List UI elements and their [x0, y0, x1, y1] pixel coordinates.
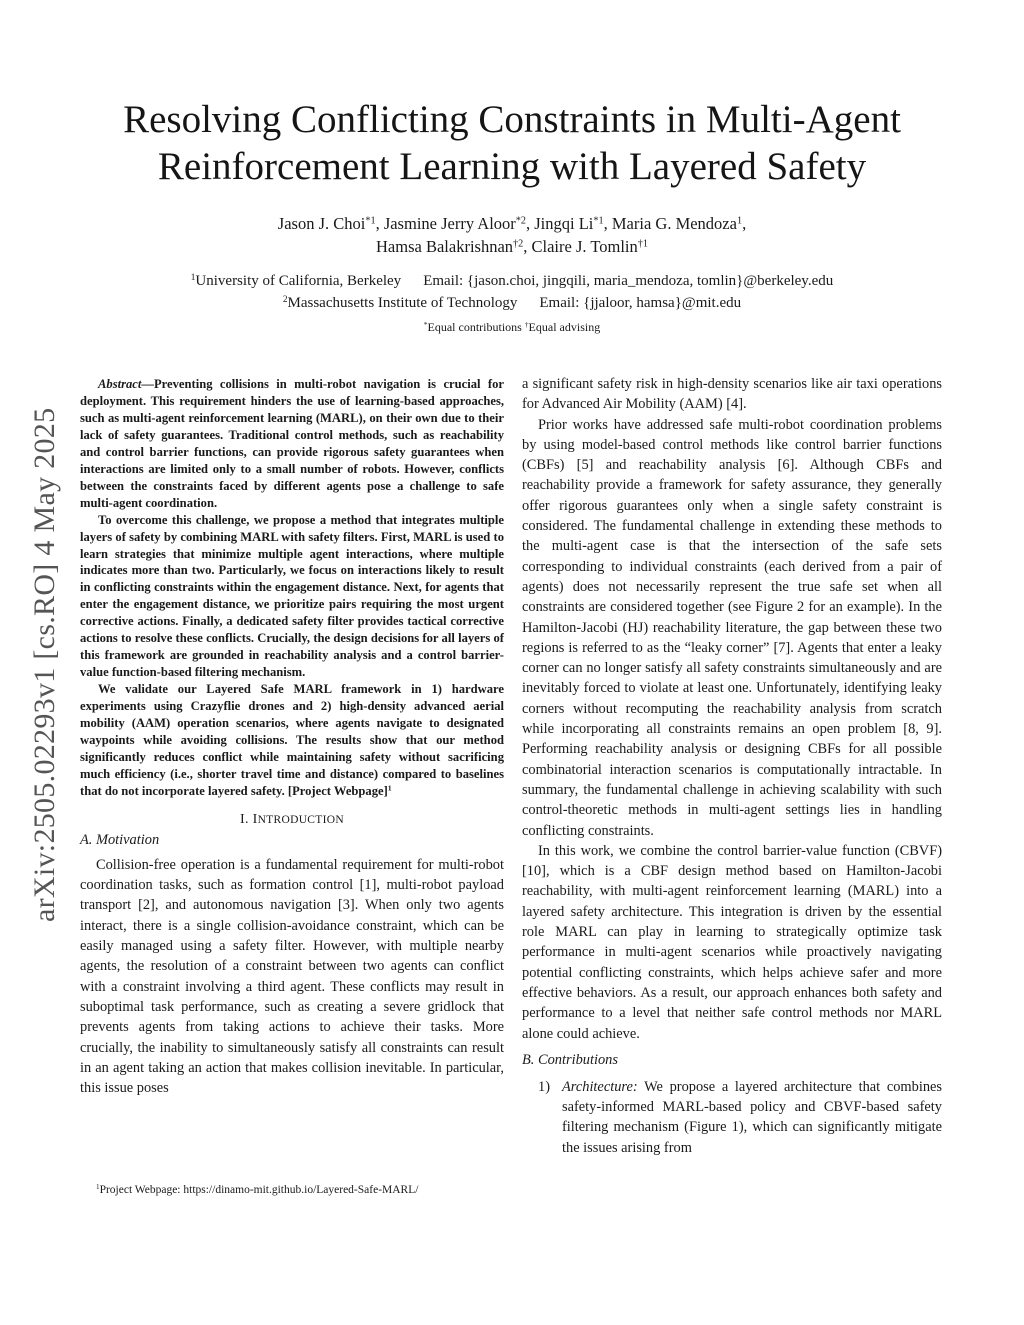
- abstract-label: Abstract: [98, 377, 142, 391]
- subsection-heading-contributions: B. Contributions: [522, 1051, 618, 1068]
- body-paragraph: Prior works have addressed safe multi-robot coordination problems by using model-based control methods like control barrier functions (CBFs) [5] and reachability analysis [6]. Although CBFs and reachability provide a framework for safety assurance, they generally offer rigorous guarantees only when a single safety constraint is considered. The fundamental challenge in extending these methods to the multi-agent case is that the intersection of the safe sets corresponding to individual constraints (each derived from a pair of agents) does not necessarily represent the true safe set when all constraints are considered together (see Figure 2 for an example). In the Hamilton-Jacobi (HJ) reachability literature, the gap between these two regions is referred to as the “leaky corner” [7]. Agents that enter a leaky corner can no longer satisfy all safety constraints simultaneously and are inevitably forced to violate at least one. Unfortunately, identifying leaky corners without recomputing the reachability analysis from scratch while incorporating all constraints remains an open problem [8, 9]. Performing reachability analysis or designing CBFs for all possible combinatorial interaction scenarios is computationally intractable. In summary, the fundamental challenge in achieving scalability with such control-theoretic methods in multi-agent settings lies in handling conflicting constraints.: [522, 416, 942, 839]
- subsection-heading-motivation: A. Motivation: [80, 831, 160, 848]
- contribution-item: 1) Architecture: We propose a layered architecture that combines safety-informed MARL-based policy and CBVF-based safety filtering mechanism (Figure 1), which can significantly mitigate the issues arising from: [538, 1078, 942, 1156]
- body-paragraph: Collision-free operation is a fundamental requirement for multi-robot coordination tasks, such as formation control [1], multi-robot payload transport [2], and autonomous navigation [3]. When only two agents interact, there is a single collision-avoidance constraint, which can be easily managed using a safety filter. However, with multiple nearby agents, the resolution of a constraint between two agents can conflict with a constraint involving a third agent. These conflicts may result in suboptimal task performance, such as creating a severe gridlock that prevents agents from taking actions to achieve their tasks. More crucially, the inability to simultaneously satisfy all constraints can result in an agent taking an action that makes collision inevitable. In particular, this issue poses: [80, 856, 504, 1097]
- paper-title: [100, 96, 924, 190]
- body-paragraph: In this work, we combine the control barrier-value function (CBVF) [10], which is a CBF design method based on Hamilton-Jacobi reachability, with multi-agent reinforcement learning (MARL) into a layered safety architecture. This integration is driven by the essential role MARL can play in learning to strategically optimize task performance in multi-agent scenarios while proactively navigating potential conflicting constraints, which helps achieve safer and more effective behaviors. As a result, our approach enhances both safety and performance to a level that neither safe control methods nor MARL alone could achieve.: [522, 842, 942, 1042]
- author-marks: †2: [513, 238, 524, 250]
- author-name: Jason J. Choi: [277, 214, 366, 233]
- affiliation-name: University of California, Berkeley: [195, 273, 402, 289]
- author-marks: *2: [515, 215, 527, 227]
- affiliation-line: $^2$Massachusetts Institute of Technology Email: {jjaloor, hamsa}@mit.edu: [282, 294, 742, 311]
- author-name: Maria G. Mendoza: [611, 214, 737, 233]
- abstract-paragraph: To overcome this challenge, we propose a method that integrates multiple layers of safety by combining MARL with safety filters. First, MARL is used to learn strategies that minimize multiple agent interactions, where multiple indicates more than two. Particularly, we focus on interactions likely to result in conflicting constraints within the engagement distance. Next, for agents that enter the engagement distance, we prioritize pairs requiring the most urgent corrective actions. Finally, a dedicated safety filter provides tactical corrective actions to resolve these conflicts. Crucially, the design decisions for all layers of this framework are grounded in reachability analysis and a control barrier-value function-based filtering mechanism.: [80, 512, 504, 680]
- author-name: Jasmine Jerry Aloor: [383, 214, 516, 233]
- author-marks: *1: [593, 215, 604, 227]
- author-list: [150, 212, 874, 258]
- author-name: Hamsa Balakrishnan: [376, 237, 514, 256]
- affiliation-line: $^1$University of California, Berkeley Email: {jason.choi, jingqili, maria_mendoza, tomlin}@berkeley.edu: [190, 272, 834, 289]
- abstract-paragraph: Abstract—Preventing collisions in multi-robot navigation is crucial for deployment. This requirement hinders the use of learning-based approaches, such as multi-agent reinforcement learning (MARL), on their own due to their lack of safety guarantees. Traditional control methods, such as reachability and control barrier functions, can provide rigorous safety guarantees when interactions are limited only to a small number of robots. However, conflicts between the constraints faced by different agents pose a challenge to safe multi-agent coordination.: [80, 377, 504, 510]
- author-name: Claire J. Tomlin: [531, 237, 638, 256]
- footnote: $^1$Project Webpage: https://dinamo-mit.github.io/Layered-Safe-MARL/: [96, 1183, 419, 1196]
- abstract-paragraph: We validate our Layered Safe MARL framework in 1) hardware experiments using Crazyflie drones and 2) high-density advanced aerial mobility (AAM) operation scenarios, where agents navigate to designated waypoints while avoiding collisions. The results show that our method significantly reduces conflict while maintaining safety without sacrificing much efficiency (i.e., shorter travel time and distance) compared to baselines that do not incorporate layered safety. [Project Webpage]$^1$: [80, 682, 504, 798]
- section-heading-introduction: I. INTRODUCTION: [240, 811, 344, 827]
- author-name: Jingqi Li: [534, 214, 594, 233]
- abstract: [80, 376, 504, 800]
- contribution-label: Architecture:: [562, 1078, 638, 1095]
- author-marks: †1: [637, 238, 648, 250]
- author-marks: 1: [736, 215, 743, 227]
- left-column: [80, 376, 504, 1098]
- author-line-2: Hamsa Balakrishnan$^{\dagger 2}$, Claire J. Tomlin$^{\dagger 1}$: [376, 237, 648, 256]
- title-line-1: Resolving Conflicting Constraints in Multi-Agent: [123, 98, 901, 141]
- right-column: [522, 374, 942, 1158]
- list-number: 1): [538, 1078, 550, 1095]
- affiliation-email: Email: {jjaloor, hamsa}@mit.edu: [539, 295, 742, 311]
- author-line-1: Jason J. Choi$^{*1}$, Jasmine Jerry Aloor$^{*2}$, Jingqi Li$^{*1}$, Maria G. Mendoza$^1$,: [277, 214, 747, 233]
- arxiv-identifier-stamp: arXiv:2505.02293v1 [cs.RO] 4 May 2025: [28, 407, 61, 923]
- footnote-text: Project Webpage: https://dinamo-mit.github.io/Layered-Safe-MARL/: [99, 1184, 419, 1196]
- title-line-2: Reinforcement Learning with Layered Safety: [157, 145, 867, 188]
- author-marks: *1: [365, 215, 376, 227]
- affiliation-email: Email: {jason.choi, jingqili, maria_mendoza, tomlin}@berkeley.edu: [423, 273, 834, 289]
- body-paragraph: a significant safety risk in high-density scenarios like air taxi operations for Advanced Air Mobility (AAM) [4].: [522, 376, 942, 413]
- equal-contribution-note: *Equal contributions †Equal advising: [423, 319, 601, 334]
- affiliation-name: Massachusetts Institute of Technology: [287, 295, 518, 311]
- affiliations: [100, 270, 924, 314]
